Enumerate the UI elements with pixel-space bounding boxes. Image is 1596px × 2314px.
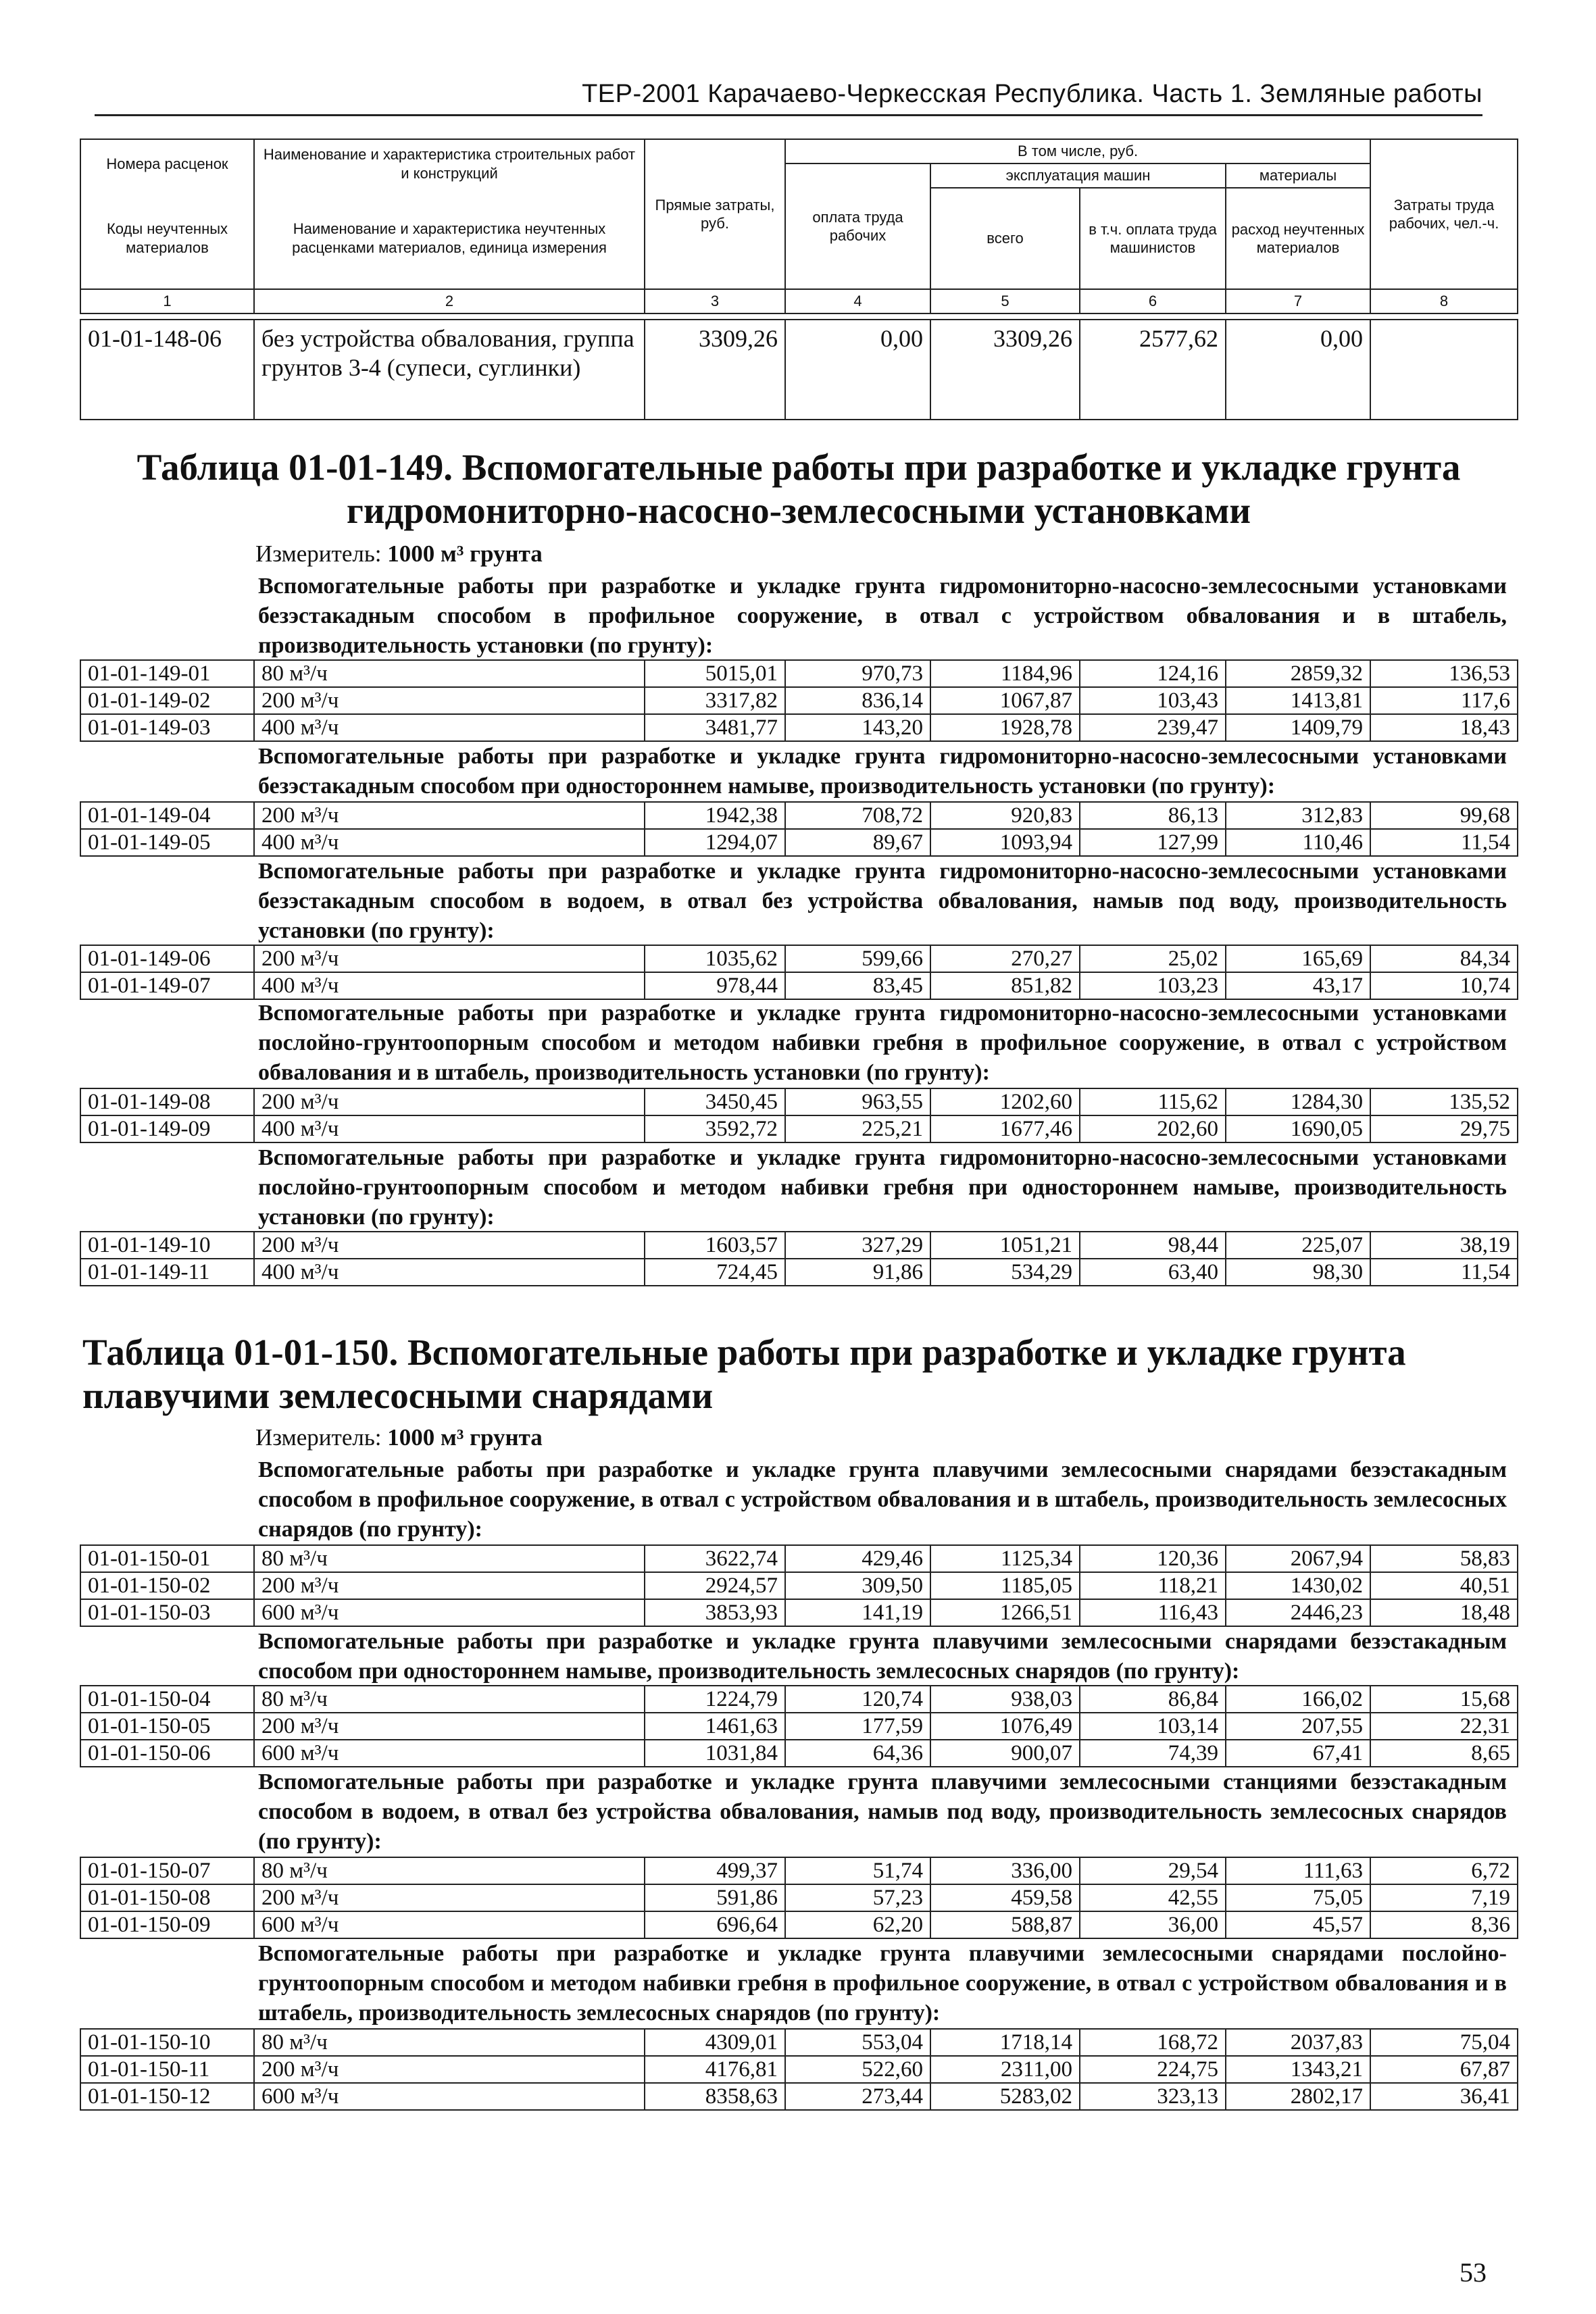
worker-pay: 57,23: [785, 1884, 930, 1911]
operator-pay: 2577,62: [1080, 320, 1226, 420]
header-machines-total: всего: [930, 188, 1080, 289]
labor-hours: 15,68: [1370, 1686, 1518, 1713]
operator-pay: 239,47: [1080, 714, 1226, 741]
labor-hours: 136,53: [1370, 660, 1518, 687]
capacity: 200 м³/ч: [254, 1232, 645, 1259]
table-row: [80, 687, 1518, 714]
rate-code: 01-01-149-10: [80, 1232, 254, 1259]
direct-costs: 3622,74: [645, 1545, 785, 1572]
column-number: 8: [1370, 289, 1518, 313]
capacity: 80 м³/ч: [254, 1545, 645, 1572]
labor-hours: 75,04: [1370, 2029, 1518, 2056]
header-worker-pay: оплата труда рабочих: [785, 164, 930, 289]
direct-costs: 499,37: [645, 1857, 785, 1884]
direct-costs: 8358,63: [645, 2083, 785, 2110]
rate-code: 01-01-150-10: [80, 2029, 254, 2056]
rate-code: 01-01-149-07: [80, 972, 254, 999]
direct-costs: 1035,62: [645, 945, 785, 972]
direct-costs: 1031,84: [645, 1740, 785, 1767]
operator-pay: 86,13: [1080, 802, 1226, 829]
operator-pay: 120,36: [1080, 1545, 1226, 1572]
materials: 2859,32: [1226, 660, 1370, 687]
rates-table: [80, 1544, 1518, 1627]
machines-total: 3309,26: [930, 320, 1080, 420]
machines-total: 5283,02: [930, 2083, 1080, 2110]
direct-costs: 3309,26: [645, 320, 785, 420]
worker-pay: 91,86: [785, 1259, 930, 1286]
materials: 2446,23: [1226, 1599, 1370, 1626]
table-row: [80, 972, 1518, 999]
table-row: [80, 1884, 1518, 1911]
rate-code: 01-01-150-09: [80, 1911, 254, 1938]
direct-costs: 4176,81: [645, 2056, 785, 2083]
worker-pay: 143,20: [785, 714, 930, 741]
direct-costs: 1461,63: [645, 1713, 785, 1740]
capacity: 80 м³/ч: [254, 660, 645, 687]
operator-pay: 103,14: [1080, 1713, 1226, 1740]
worker-pay: 963,55: [785, 1088, 930, 1115]
materials: 225,07: [1226, 1232, 1370, 1259]
worker-pay: 309,50: [785, 1572, 930, 1599]
header-materials: материалы: [1226, 164, 1370, 188]
rate-code: 01-01-150-03: [80, 1599, 254, 1626]
materials: 98,30: [1226, 1259, 1370, 1286]
direct-costs: 1942,38: [645, 802, 785, 829]
capacity: 600 м³/ч: [254, 1911, 645, 1938]
rate-code: 01-01-149-09: [80, 1115, 254, 1142]
materials: 1413,81: [1226, 687, 1370, 714]
table-row: [80, 1088, 1518, 1115]
machines-total: 336,00: [930, 1857, 1080, 1884]
capacity: 400 м³/ч: [254, 829, 645, 856]
header-labor-hours: Затраты труда рабочих, чел.-ч.: [1370, 139, 1518, 289]
labor-hours: 67,87: [1370, 2056, 1518, 2083]
table-row: [80, 2029, 1518, 2056]
machines-total: 459,58: [930, 1884, 1080, 1911]
machines-total: 900,07: [930, 1740, 1080, 1767]
worker-pay: 141,19: [785, 1599, 930, 1626]
worker-pay: 708,72: [785, 802, 930, 829]
rate-code: 01-01-150-11: [80, 2056, 254, 2083]
table-row: [80, 1572, 1518, 1599]
rates-table: [80, 659, 1518, 742]
worker-pay: 89,67: [785, 829, 930, 856]
direct-costs: 1603,57: [645, 1232, 785, 1259]
direct-costs: 3481,77: [645, 714, 785, 741]
operator-pay: 224,75: [1080, 2056, 1226, 2083]
worker-pay: 0,00: [785, 320, 930, 420]
labor-hours: 135,52: [1370, 1088, 1518, 1115]
capacity: 400 м³/ч: [254, 1115, 645, 1142]
machines-total: 1928,78: [930, 714, 1080, 741]
capacity: 200 м³/ч: [254, 1572, 645, 1599]
table-row: [80, 660, 1518, 687]
group-heading: Вспомогательные работы при разработке и укладке грунта плавучими землесосными снарядами послойно-грунтоопорным способом и методом набивки гребня в профильное сооружение, в отвал с устройством обвалования и в штабель, производительность землесосных снарядов (по грунту):: [258, 1941, 1507, 2026]
labor-hours: 18,48: [1370, 1599, 1518, 1626]
table-row: [80, 1545, 1518, 1572]
machines-total: 1067,87: [930, 687, 1080, 714]
worker-pay: 553,04: [785, 2029, 930, 2056]
rate-code: 01-01-150-08: [80, 1884, 254, 1911]
direct-costs: 3317,82: [645, 687, 785, 714]
capacity: 200 м³/ч: [254, 2056, 645, 2083]
operator-pay: 115,62: [1080, 1088, 1226, 1115]
machines-total: 1076,49: [930, 1713, 1080, 1740]
labor-hours: 36,41: [1370, 2083, 1518, 2110]
capacity: 200 м³/ч: [254, 687, 645, 714]
direct-costs: 1224,79: [645, 1686, 785, 1713]
table-row: [80, 1740, 1518, 1767]
rate-code: 01-01-150-02: [80, 1572, 254, 1599]
operator-pay: 103,43: [1080, 687, 1226, 714]
materials: 2802,17: [1226, 2083, 1370, 2110]
materials: 43,17: [1226, 972, 1370, 999]
labor-hours: 84,34: [1370, 945, 1518, 972]
capacity: 400 м³/ч: [254, 972, 645, 999]
machines-total: 270,27: [930, 945, 1080, 972]
capacity: 600 м³/ч: [254, 1740, 645, 1767]
header-material-codes: Коды неучтенных материалов: [80, 188, 254, 289]
labor-hours: 6,72: [1370, 1857, 1518, 1884]
capacity: 200 м³/ч: [254, 802, 645, 829]
meter-label: Измеритель:: [255, 540, 388, 567]
column-number: 4: [785, 289, 930, 313]
worker-pay: 327,29: [785, 1232, 930, 1259]
labor-hours: 38,19: [1370, 1232, 1518, 1259]
labor-hours: 99,68: [1370, 802, 1518, 829]
group-heading: Вспомогательные работы при разработке и укладке грунта плавучими землесосными снарядами безэстакадным способом при одностороннем намыве, производительность землесосных снарядов (по грунту):: [258, 1629, 1507, 1684]
materials: 67,41: [1226, 1740, 1370, 1767]
table-row: [80, 1599, 1518, 1626]
column-number: 3: [645, 289, 785, 313]
worker-pay: 51,74: [785, 1857, 930, 1884]
rate-code: 01-01-149-05: [80, 829, 254, 856]
rate-code: 01-01-149-11: [80, 1259, 254, 1286]
machines-total: 2311,00: [930, 2056, 1080, 2083]
machines-total: 588,87: [930, 1911, 1080, 1938]
machines-total: 1266,51: [930, 1599, 1080, 1626]
header-machine-operation: эксплуатация машин: [930, 164, 1226, 188]
rates-table: [80, 1231, 1518, 1286]
table-149-title: Таблица 01-01-149. Вспомогательные работы при разработке и укладке грунта гидромониторно-насосно-землесосными установками: [136, 447, 1461, 531]
materials: 110,46: [1226, 829, 1370, 856]
group-heading: Вспомогательные работы при разработке и укладке грунта гидромониторно-насосно-землесосными установками безэстакадным способом при одностороннем намыве, производительность установки (по грунту):: [258, 744, 1507, 799]
machines-total: 1093,94: [930, 829, 1080, 856]
direct-costs: 696,64: [645, 1911, 785, 1938]
operator-pay: 202,60: [1080, 1115, 1226, 1142]
operator-pay: 63,40: [1080, 1259, 1226, 1286]
worker-pay: 273,44: [785, 2083, 930, 2110]
rates-table: [80, 945, 1518, 1000]
rate-code: 01-01-150-06: [80, 1740, 254, 1767]
machines-total: 1184,96: [930, 660, 1080, 687]
capacity: 80 м³/ч: [254, 2029, 645, 2056]
worker-pay: 970,73: [785, 660, 930, 687]
direct-costs: 1294,07: [645, 829, 785, 856]
capacity: 200 м³/ч: [254, 945, 645, 972]
labor-hours: 117,6: [1370, 687, 1518, 714]
table-row: [80, 829, 1518, 856]
column-number: 1: [80, 289, 254, 313]
rate-name: без устройства обвалования, группа грунтов 3-4 (супеси, суглинки): [254, 320, 645, 420]
capacity: 600 м³/ч: [254, 1599, 645, 1626]
machines-total: 1185,05: [930, 1572, 1080, 1599]
worker-pay: 225,21: [785, 1115, 930, 1142]
labor-hours: 22,31: [1370, 1713, 1518, 1740]
group-heading: Вспомогательные работы при разработке и укладке грунта гидромониторно-насосно-землесосными установками послойно-грунтоопорным способом и методом набивки гребня при одностороннем намыве, производительность установки (по грунту):: [258, 1145, 1507, 1230]
materials: 166,02: [1226, 1686, 1370, 1713]
column-number: 5: [930, 289, 1080, 313]
machines-total: 1677,46: [930, 1115, 1080, 1142]
capacity: 80 м³/ч: [254, 1857, 645, 1884]
direct-costs: 2924,57: [645, 1572, 785, 1599]
table-row: [80, 320, 1518, 420]
table-row: [80, 1857, 1518, 1884]
rates-table: [80, 1685, 1518, 1767]
machines-total: 1051,21: [930, 1232, 1080, 1259]
operator-pay: 74,39: [1080, 1740, 1226, 1767]
operator-pay: 25,02: [1080, 945, 1226, 972]
header-rate-numbers: Номера расценок: [80, 139, 254, 188]
rate-code: 01-01-150-07: [80, 1857, 254, 1884]
rate-code: 01-01-148-06: [80, 320, 254, 420]
rate-code: 01-01-150-05: [80, 1713, 254, 1740]
machines-total: 851,82: [930, 972, 1080, 999]
rate-code: 01-01-149-01: [80, 660, 254, 687]
direct-costs: 591,86: [645, 1884, 785, 1911]
header-direct-costs: Прямые затраты, руб.: [645, 139, 785, 289]
capacity: 600 м³/ч: [254, 2083, 645, 2110]
operator-pay: 323,13: [1080, 2083, 1226, 2110]
rate-code: 01-01-150-01: [80, 1545, 254, 1572]
worker-pay: 836,14: [785, 687, 930, 714]
capacity: 200 м³/ч: [254, 1713, 645, 1740]
materials: 1284,30: [1226, 1088, 1370, 1115]
group-heading: Вспомогательные работы при разработке и укладке грунта гидромониторно-насосно-землесосными установками безэстакадным способом в профильное сооружение, в отвал с устройством обвалования и в штабель, производительность установки (по грунту):: [258, 574, 1507, 658]
materials: 45,57: [1226, 1911, 1370, 1938]
direct-costs: 724,45: [645, 1259, 785, 1286]
table-150-meter: [255, 1424, 543, 1451]
header-including: В том числе, руб.: [785, 139, 1370, 164]
labor-hours: 7,19: [1370, 1884, 1518, 1911]
table-row: [80, 802, 1518, 829]
column-number: 7: [1226, 289, 1370, 313]
direct-costs: 5015,01: [645, 660, 785, 687]
rates-table: [80, 1857, 1518, 1939]
machines-total: 1202,60: [930, 1088, 1080, 1115]
labor-hours: 10,74: [1370, 972, 1518, 999]
machines-total: 920,83: [930, 802, 1080, 829]
rates-table: [80, 2028, 1518, 2111]
running-head: ТЕР-2001 Карачаево-Черкесская Республика. Часть 1. Земляные работы: [95, 80, 1482, 116]
worker-pay: 62,20: [785, 1911, 930, 1938]
table-row: [80, 1713, 1518, 1740]
table-row: [80, 1686, 1518, 1713]
meter-value: 1000 м³ грунта: [387, 540, 543, 567]
capacity: 200 м³/ч: [254, 1884, 645, 1911]
worker-pay: 64,36: [785, 1740, 930, 1767]
column-header-table: [80, 139, 1518, 314]
rate-code: 01-01-150-12: [80, 2083, 254, 2110]
worker-pay: 177,59: [785, 1713, 930, 1740]
rates-table: [80, 801, 1518, 857]
worker-pay: 83,45: [785, 972, 930, 999]
meter-label: Измеритель:: [255, 1424, 388, 1451]
materials: 1430,02: [1226, 1572, 1370, 1599]
materials: 1690,05: [1226, 1115, 1370, 1142]
table-row: [80, 2056, 1518, 2083]
operator-pay: 36,00: [1080, 1911, 1226, 1938]
operator-pay: 118,21: [1080, 1572, 1226, 1599]
materials: 1409,79: [1226, 714, 1370, 741]
header-operator-pay: в т.ч. оплата труда машинистов: [1080, 188, 1226, 289]
table-row: [80, 945, 1518, 972]
capacity: 400 м³/ч: [254, 714, 645, 741]
materials: 312,83: [1226, 802, 1370, 829]
header-material-name: Наименование и характеристика неучтенных расценками материалов, единица измерения: [254, 188, 645, 289]
operator-pay: 42,55: [1080, 1884, 1226, 1911]
column-number: 2: [254, 289, 645, 313]
direct-costs: 4309,01: [645, 2029, 785, 2056]
materials: 207,55: [1226, 1713, 1370, 1740]
table-row: [80, 1911, 1518, 1938]
materials: 2067,94: [1226, 1545, 1370, 1572]
materials: 111,63: [1226, 1857, 1370, 1884]
table-row: [80, 714, 1518, 741]
labor-hours: [1370, 320, 1518, 420]
labor-hours: 8,36: [1370, 1911, 1518, 1938]
rate-code: 01-01-149-02: [80, 687, 254, 714]
operator-pay: 103,23: [1080, 972, 1226, 999]
labor-hours: 8,65: [1370, 1740, 1518, 1767]
worker-pay: 599,66: [785, 945, 930, 972]
operator-pay: 29,54: [1080, 1857, 1226, 1884]
worker-pay: 120,74: [785, 1686, 930, 1713]
machines-total: 938,03: [930, 1686, 1080, 1713]
rate-code: 01-01-149-04: [80, 802, 254, 829]
materials: 2037,83: [1226, 2029, 1370, 2056]
labor-hours: 11,54: [1370, 1259, 1518, 1286]
page-number: 53: [1460, 2257, 1487, 2288]
operator-pay: 127,99: [1080, 829, 1226, 856]
group-heading: Вспомогательные работы при разработке и укладке грунта гидромониторно-насосно-землесосными установками послойно-грунтоопорным способом и методом набивки гребня в профильное сооружение, в отвал с устройством обвалования и в штабель, производительность установки (по грунту):: [258, 1001, 1507, 1085]
table-row: [80, 1259, 1518, 1286]
operator-pay: 124,16: [1080, 660, 1226, 687]
operator-pay: 86,84: [1080, 1686, 1226, 1713]
direct-costs: 3592,72: [645, 1115, 785, 1142]
machines-total: 1125,34: [930, 1545, 1080, 1572]
rate-code: 01-01-149-06: [80, 945, 254, 972]
column-number: 6: [1080, 289, 1226, 313]
materials: 1343,21: [1226, 2056, 1370, 2083]
direct-costs: 978,44: [645, 972, 785, 999]
operator-pay: 168,72: [1080, 2029, 1226, 2056]
table-row: [80, 2083, 1518, 2110]
materials: 0,00: [1226, 320, 1370, 420]
rate-code: 01-01-149-08: [80, 1088, 254, 1115]
table-150-title: Таблица 01-01-150. Вспомогательные работы при разработке и укладке грунта плавучими землесосными снарядами: [82, 1332, 1406, 1416]
operator-pay: 98,44: [1080, 1232, 1226, 1259]
capacity: 400 м³/ч: [254, 1259, 645, 1286]
group-heading: Вспомогательные работы при разработке и укладке грунта плавучими землесосными снарядами безэстакадным способом в профильное сооружение, в отвал с устройством обвалования и в штабель, производительность землесосных снарядов (по грунту):: [258, 1457, 1507, 1542]
capacity: 200 м³/ч: [254, 1088, 645, 1115]
labor-hours: 58,83: [1370, 1545, 1518, 1572]
machines-total: 534,29: [930, 1259, 1080, 1286]
carry-over-table: [80, 319, 1518, 420]
materials: 165,69: [1226, 945, 1370, 972]
table-149-meter: [255, 540, 543, 568]
header-work-name: Наименование и характеристика строительных работ и конструкций: [254, 139, 645, 188]
labor-hours: 29,75: [1370, 1115, 1518, 1142]
worker-pay: 522,60: [785, 2056, 930, 2083]
header-unaccounted-materials: расход неучтенных материалов: [1226, 188, 1370, 289]
operator-pay: 116,43: [1080, 1599, 1226, 1626]
machines-total: 1718,14: [930, 2029, 1080, 2056]
worker-pay: 429,46: [785, 1545, 930, 1572]
table-row: [80, 1232, 1518, 1259]
rate-code: 01-01-150-04: [80, 1686, 254, 1713]
meter-value: 1000 м³ грунта: [387, 1424, 543, 1451]
materials: 75,05: [1226, 1884, 1370, 1911]
rate-code: 01-01-149-03: [80, 714, 254, 741]
labor-hours: 40,51: [1370, 1572, 1518, 1599]
group-heading: Вспомогательные работы при разработке и укладке грунта гидромониторно-насосно-землесосными установками безэстакадным способом в водоем, в отвал без устройства обвалования, намыв под воду, производительность установки (по грунту):: [258, 859, 1507, 943]
direct-costs: 3450,45: [645, 1088, 785, 1115]
labor-hours: 11,54: [1370, 829, 1518, 856]
rates-table: [80, 1088, 1518, 1143]
direct-costs: 3853,93: [645, 1599, 785, 1626]
group-heading: Вспомогательные работы при разработке и укладке грунта плавучими землесосными станциями безэстакадным способом в водоем, в отвал без устройства обвалования, намыв под воду, производительность землесосных снарядов (по грунту):: [258, 1769, 1507, 1854]
labor-hours: 18,43: [1370, 714, 1518, 741]
capacity: 80 м³/ч: [254, 1686, 645, 1713]
table-row: [80, 1115, 1518, 1142]
